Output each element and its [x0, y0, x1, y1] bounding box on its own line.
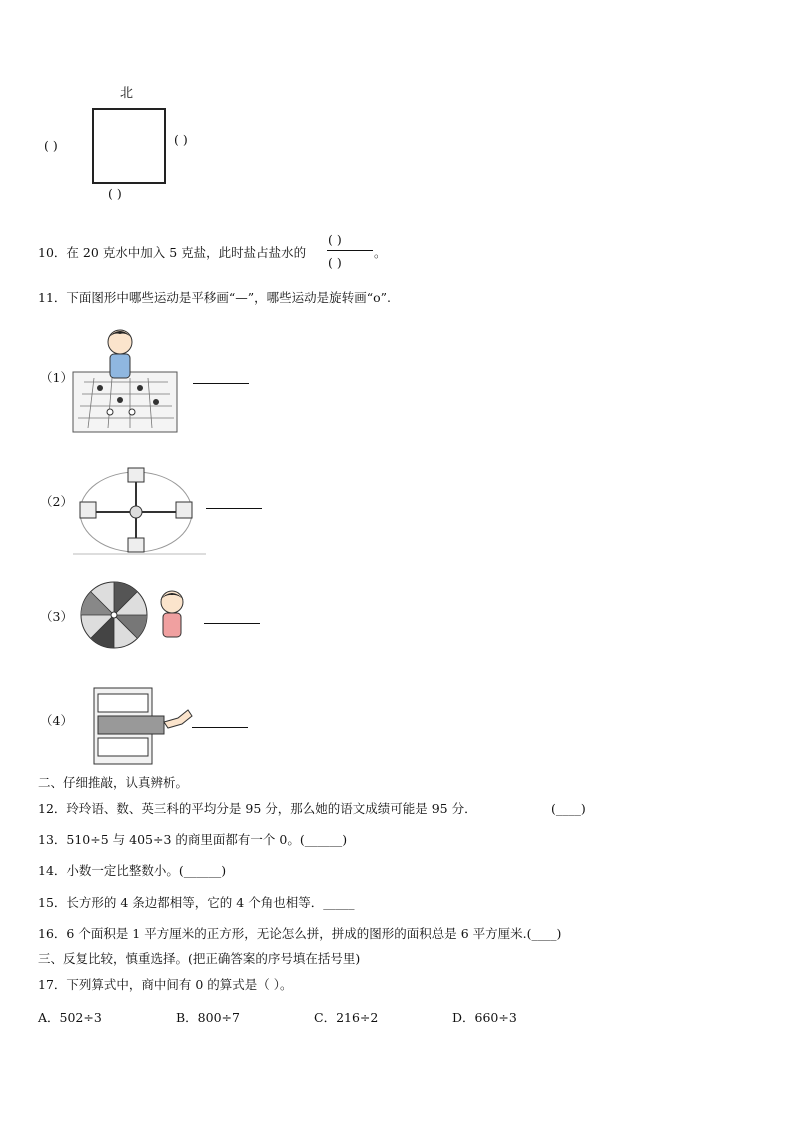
west-answer-paren[interactable]: ( ): [44, 138, 58, 153]
q11-answer-blank-1[interactable]: [193, 383, 249, 384]
q17-option-c[interactable]: C．216÷2: [314, 1010, 379, 1025]
section-2-heading: 二、仔细推敲，认真辨析。: [38, 775, 189, 790]
q17-text: 17．下列算式中，商中间有 0 的算式是（ ）。: [38, 977, 293, 992]
q10-end: 。: [374, 245, 387, 260]
q16-text: 16．6 个面积是 1 平方厘米的正方形，无论怎么拼，拼成的图形的面积总是 6 平方厘米.(____): [38, 926, 562, 941]
spinner-girl-picture: [78, 580, 202, 650]
q11-answer-blank-2[interactable]: [206, 508, 262, 509]
q10-text: 10．在 20 克水中加入 5 克盐，此时盐占盐水的: [38, 245, 307, 260]
section-3-heading: 三、反复比较，慎重选择。(把正确答案的序号填在括号里): [38, 951, 361, 966]
boy-chess-picture: [72, 320, 180, 434]
q12-text: 12．玲玲语、数、英三科的平均分是 95 分，那么她的语文成绩可能是 95 分．: [38, 801, 477, 816]
q11-answer-blank-3[interactable]: [204, 623, 260, 624]
q11-item-1-label: （1）: [40, 370, 73, 385]
q11-item-2-label: （2）: [40, 494, 73, 509]
east-answer-paren[interactable]: ( ): [174, 132, 188, 147]
carousel-picture: [72, 460, 208, 556]
q10-denominator-paren[interactable]: ( ): [328, 255, 342, 270]
q11-item-3-label: （3）: [40, 609, 73, 624]
north-label: 北: [120, 86, 134, 101]
q17-option-b[interactable]: B．800÷7: [176, 1010, 240, 1025]
q14-text: 14．小数一定比整数小。(______): [38, 863, 227, 878]
drawer-cabinet-picture: [88, 686, 194, 766]
q10-numerator-paren[interactable]: ( ): [328, 232, 342, 247]
q11-text: 11．下面图形中哪些运动是平移画“—”，哪些运动是旋转画“o”.: [38, 290, 391, 305]
q11-item-4-label: （4）: [40, 713, 73, 728]
q13-text: 13．510÷5 与 405÷3 的商里面都有一个 0。(______): [38, 832, 348, 847]
q11-answer-blank-4[interactable]: [192, 727, 248, 728]
q15-text: 15．长方形的 4 条边都相等，它的 4 个角也相等．_____: [38, 895, 355, 910]
q17-option-d[interactable]: D．660÷3: [452, 1010, 517, 1025]
q10-fraction-bar: [327, 250, 373, 251]
south-answer-paren[interactable]: ( ): [108, 186, 122, 201]
q17-option-a[interactable]: A．502÷3: [38, 1010, 102, 1025]
q12-answer-paren[interactable]: (____): [551, 801, 586, 816]
compass-square: [92, 108, 166, 184]
